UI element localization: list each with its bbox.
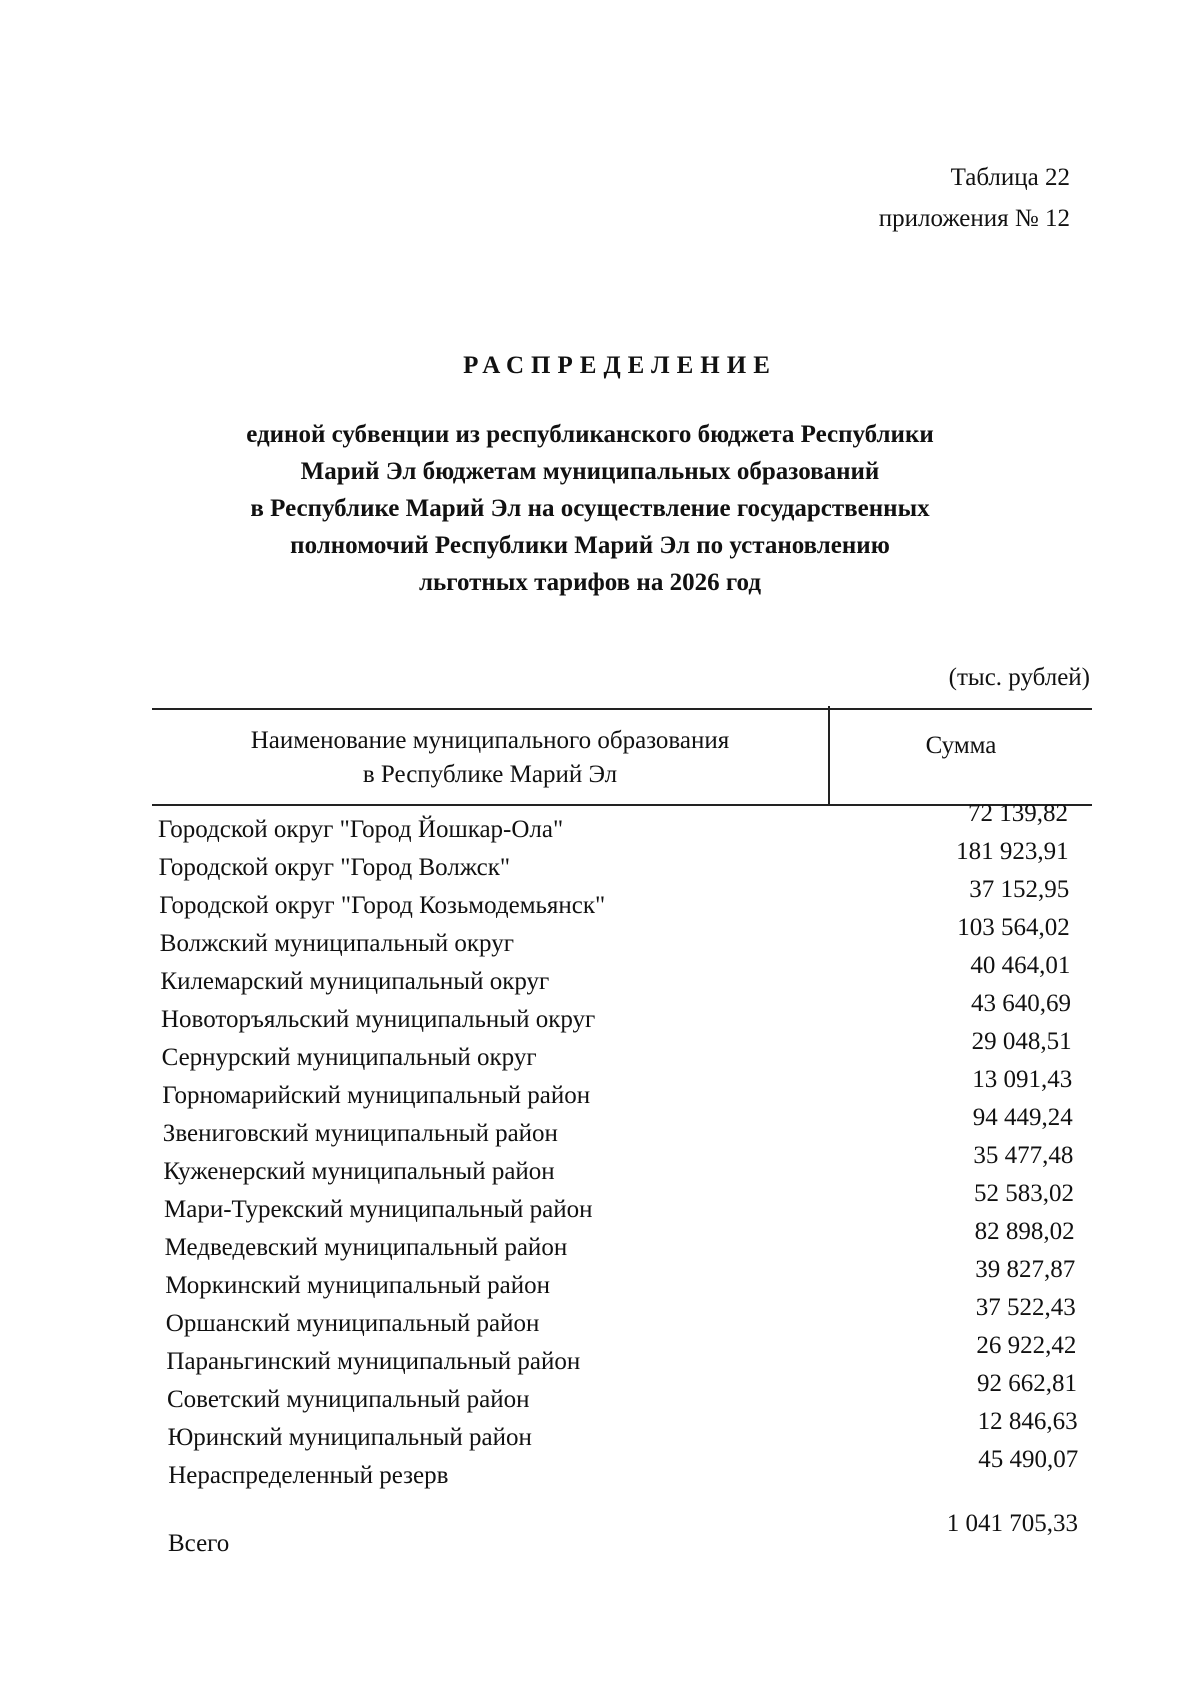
municipality-sum: 103 564,02 xyxy=(957,914,1070,941)
table-row xyxy=(162,1104,1093,1150)
municipality-name: Килемарский муниципальный округ xyxy=(160,968,550,995)
table-row xyxy=(158,838,1089,884)
table-row xyxy=(159,876,1089,922)
document-title: РАСПРЕДЕЛЕНИЕ xyxy=(463,352,777,379)
total-row xyxy=(168,1510,1088,1570)
municipality-sum: 82 898,02 xyxy=(974,1218,1075,1245)
municipality-sum: 13 091,43 xyxy=(972,1066,1073,1093)
municipality-name: Советский муниципальный район xyxy=(167,1386,530,1413)
municipality-name: Городской округ "Город Волжск" xyxy=(158,854,511,881)
table-row xyxy=(165,1256,1095,1302)
column-header-name xyxy=(152,724,828,792)
table-body xyxy=(158,800,1088,1492)
municipality-name: Сернурский муниципальный округ xyxy=(161,1044,537,1071)
table-reference xyxy=(879,157,1070,239)
municipality-sum: 29 048,51 xyxy=(971,1028,1072,1055)
municipality-sum: 26 922,42 xyxy=(976,1332,1077,1359)
table-row xyxy=(167,1370,1097,1416)
municipality-sum: 45 490,07 xyxy=(978,1446,1079,1473)
subtitle-line: в Республике Марий Эл на осуществление государственных xyxy=(250,495,930,522)
municipality-sum: 35 477,48 xyxy=(973,1142,1074,1169)
municipality-name: Моркинский муниципальный район xyxy=(165,1272,551,1299)
table-row xyxy=(160,952,1090,998)
table-number: Таблица 22 xyxy=(950,164,1070,191)
table-row xyxy=(161,1028,1092,1074)
table-row xyxy=(166,1332,1096,1378)
municipality-name: Юринский муниципальный район xyxy=(167,1424,532,1451)
table-row xyxy=(159,914,1090,960)
municipality-name: Параньгинский муниципальный район xyxy=(166,1348,581,1375)
municipality-sum: 43 640,69 xyxy=(971,990,1071,1017)
table-row xyxy=(167,1408,1098,1454)
municipality-name: Городской округ "Город Козьмодемьянск" xyxy=(159,892,606,919)
table-row xyxy=(164,1180,1094,1226)
municipality-name: Медведевский муниципальный район xyxy=(164,1234,568,1261)
subtitle-line: льготных тарифов на 2026 год xyxy=(419,569,761,596)
table-row xyxy=(165,1294,1096,1340)
subtitle-line: Марий Эл бюджетам муниципальных образований xyxy=(300,458,880,485)
municipality-name: Новоторъяльский муниципальный округ xyxy=(161,1006,596,1033)
table-row xyxy=(164,1218,1095,1264)
table-row xyxy=(162,1066,1092,1112)
table-row xyxy=(161,990,1091,1036)
municipality-name: Городской округ "Город Йошкар-Ола" xyxy=(158,816,564,843)
municipality-sum: 94 449,24 xyxy=(972,1104,1073,1131)
municipality-sum: 37 152,95 xyxy=(969,876,1070,903)
total-sum: 1 041 705,33 xyxy=(946,1510,1078,1537)
column-header-sum: Сумма xyxy=(925,732,997,759)
municipality-name: Волжский муниципальный округ xyxy=(159,930,514,957)
municipality-sum: 39 827,87 xyxy=(975,1256,1076,1283)
table-header xyxy=(152,708,1092,806)
municipality-sum: 40 464,01 xyxy=(970,952,1071,979)
municipality-sum: 12 846,63 xyxy=(977,1408,1078,1435)
municipality-name: Звениговский муниципальный район xyxy=(162,1120,558,1147)
municipality-name: Горномарийский муниципальный район xyxy=(162,1082,591,1109)
municipality-name: Куженерский муниципальный район xyxy=(163,1158,555,1185)
units-label: (тыс. рублей) xyxy=(948,664,1090,691)
subtitle-line: единой субвенции из республиканского бюджета Республики xyxy=(246,421,934,448)
subtitle-line: полномочий Республики Марий Эл по установлению xyxy=(290,532,890,559)
column-header-name-line2: в Республике Марий Эл xyxy=(362,761,618,788)
column-header-name-line1: Наименование муниципального образования xyxy=(250,727,730,754)
document-subtitle xyxy=(150,416,1030,601)
municipality-sum: 72 139,82 xyxy=(968,800,1068,827)
municipality-sum: 52 583,02 xyxy=(974,1180,1074,1207)
municipality-sum: 92 662,81 xyxy=(977,1370,1077,1397)
table-row xyxy=(163,1142,1093,1188)
table-row xyxy=(168,1446,1098,1492)
municipality-name: Нераспределенный резерв xyxy=(168,1462,449,1489)
appendix-reference: приложения № 12 xyxy=(878,205,1070,232)
municipality-sum: 181 923,91 xyxy=(956,838,1069,865)
municipality-name: Оршанский муниципальный район xyxy=(165,1310,540,1337)
municipality-name: Мари-Турекский муниципальный район xyxy=(164,1196,593,1223)
total-label: Всего xyxy=(168,1530,230,1557)
table-row xyxy=(158,800,1088,846)
municipality-sum: 37 522,43 xyxy=(975,1294,1076,1321)
